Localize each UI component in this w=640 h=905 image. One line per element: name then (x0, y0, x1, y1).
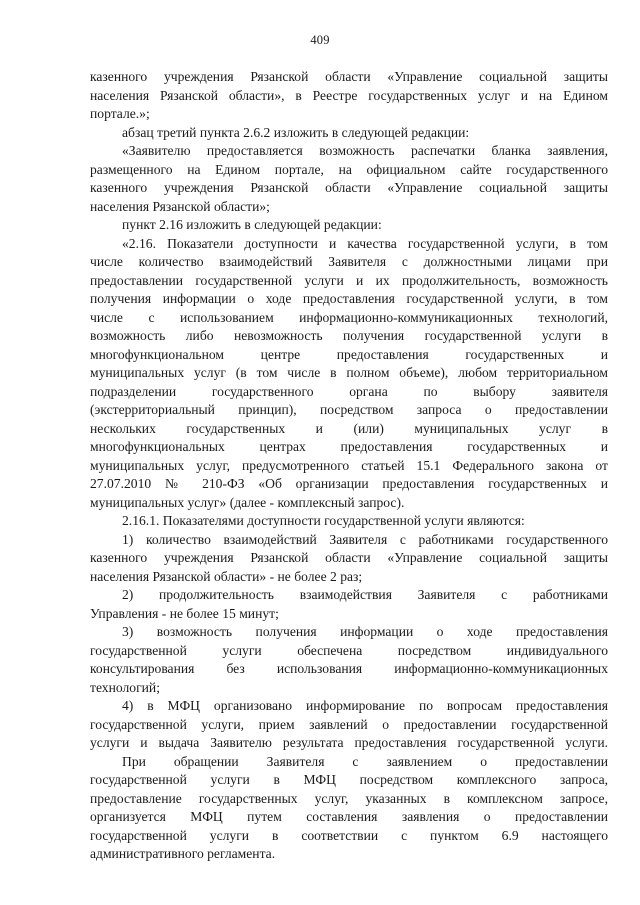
page-number: 409 (310, 33, 330, 47)
text-line: муниципальных услуг» (далее - комплексный запрос). (90, 494, 405, 510)
text-line: административного регламента. (90, 846, 276, 861)
text-line: населения Рязанской области», в Реестре государственных услуг и на Едином (90, 87, 608, 103)
text-line: возможность либо невозможность получения государственной услуги в (90, 328, 608, 343)
text-line: муниципальных услуг, предусмотренного статьей 15.1 Федерального закона от (90, 457, 608, 473)
text-line: 3) возможность получения информации о ходе предоставления (122, 624, 608, 639)
text-line: предоставление государственных услуг, указанных в комплексном запросе, (90, 790, 608, 806)
text-line: нескольких государственных и (или) муниципальных услуг в (90, 420, 608, 436)
text-line: «Заявителю предоставляется возможность распечатки бланка заявления, (122, 143, 608, 158)
text-line: технологий; (90, 679, 160, 695)
text-line: 1) количество взаимодействий Заявителя с работниками государственного (122, 531, 608, 547)
text-line: 27.07.2010 № 210-ФЗ «Об организации предоставления государственных и (90, 476, 608, 491)
text-line: получения информации о ходе предоставления государственной услуги, в том (90, 291, 608, 306)
text-line: пункт 2.16 изложить в следующей редакции: (122, 217, 382, 232)
text-line: абзац третий пункта 2.6.2 изложить в следующей редакции: (122, 124, 470, 140)
text-line: (экстерриториальный принцип), посредством запроса о предоставлении (90, 402, 608, 417)
text-line: многофункциональном центре предоставления государственных и (90, 346, 608, 362)
text-line: числе количество взаимодействий Заявителя с должностными лицами при (90, 254, 608, 269)
text-line: услуги и выдача Заявителю результата предоставления государственной услуги. (90, 735, 608, 750)
text-line: 2) продолжительность взаимодействия Заявителя с работниками (122, 587, 608, 602)
text-line: портале.»; (90, 106, 150, 121)
text-line: казенного учреждения Рязанской области «Управление социальной защиты (90, 180, 608, 195)
text-line: При обращении Заявителя с заявлением о предоставлении (122, 753, 608, 769)
text-line: государственной услуги в соответствии с пунктом 6.9 настоящего (90, 827, 608, 843)
text-line: предоставлении государственной услуги и их продолжительность, возможность (90, 272, 608, 288)
text-line: муниципальных услуг (в том числе в полном объеме), любом территориальном (90, 365, 608, 380)
text-line: населения Рязанской области»; (90, 198, 270, 214)
text-line: государственной услуги в МФЦ посредством комплексного запроса, (90, 772, 608, 787)
text-line: 2.16.1. Показателями доступности государственной услуги являются: (122, 513, 525, 528)
text-line: казенного учреждения Рязанской области «Управление социальной защиты (90, 550, 608, 565)
text-line: Управления - не более 15 минут; (90, 605, 279, 621)
text-line: подразделении государственного органа по выбору заявителя (90, 383, 608, 399)
text-line: государственной услуги, прием заявлений о предоставлении государственной (90, 716, 608, 732)
text-line: населения Рязанской области» - не более 2 раз; (90, 568, 363, 584)
text-line: «2.16. Показатели доступности и качества государственной услуги, в том (122, 235, 608, 251)
text-line: консультирования без использования информационно-коммуникационных (90, 661, 608, 676)
text-line: государственной услуги обеспечена посредством индивидуального (90, 642, 608, 658)
text-line: организуется МФЦ путем составления заявления о предоставлении (90, 809, 608, 824)
text-line: размещенного на Едином портале, на официальном сайте государственного (90, 161, 608, 177)
text-line: казенного учреждения Рязанской области «Управление социальной защиты (90, 69, 608, 84)
text-line: 4) в МФЦ организовано информирование по вопросам предоставления (122, 698, 608, 713)
text-line: числе с использованием информационно-коммуникационных технологий, (90, 309, 608, 325)
document-body (90, 68, 608, 864)
text-line: многофункциональных центрах предоставления государственных и (90, 439, 608, 454)
